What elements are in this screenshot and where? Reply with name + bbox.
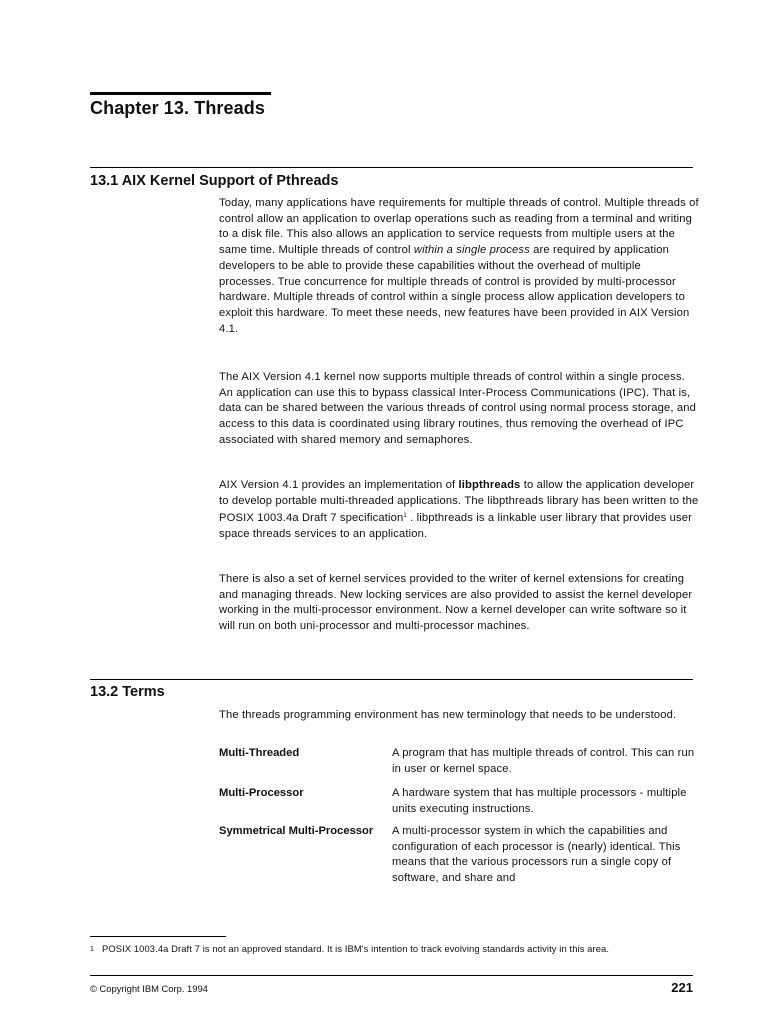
- footnote-number: 1: [90, 946, 94, 953]
- term-label: Symmetrical Multi-Processor: [219, 825, 374, 837]
- footnote-text: POSIX 1003.4a Draft 7 is not an approved standard. It is IBM's intention to track evolving standards activity in this area.: [102, 943, 610, 954]
- footnote: [90, 943, 609, 954]
- term-label: Multi-Threaded: [219, 747, 300, 759]
- footnote-rule: [90, 936, 226, 937]
- term-label: Multi-Processor: [219, 787, 304, 799]
- chapter-rule: [90, 92, 271, 95]
- section-title-13-2: 13.2 Terms: [90, 684, 165, 700]
- footnote-reference: 1: [403, 513, 407, 520]
- chapter-title: Chapter 13. Threads: [90, 98, 265, 118]
- page-number: 221: [671, 980, 693, 995]
- term-definition: A multi-processor system in which the capabilities and configuration of each processor is (nearly) identical. This means that the various processors run a single copy of software, and share and: [392, 825, 681, 885]
- paragraph-3: AIX Version 4.1 provides an implementation of libpthreads to allow the application developer to develop portable multi-threaded applications. The libpthreads library has been written to the POSIX 1003.4a Draft 7 specification$^1$ . libpthreads is a linkable user library that provides user space threads services to an application.: [219, 479, 699, 541]
- paragraph-2: The AIX Version 4.1 kernel now supports multiple threads of control within a single process. An application can use this to bypass classical Inter-Process Communications (IPC). That is, data can be shared between the various threads of control using normal process storage, and access to this data is coordinated using library routines, thus removing the overhead of IPC associated with shared memory and semaphores.: [219, 371, 696, 446]
- copyright: © Copyright IBM Corp. 1994: [90, 983, 208, 994]
- terms-intro: The threads programming environment has new terminology that needs to be understood.: [219, 709, 677, 721]
- section-rule: [90, 679, 693, 680]
- footer-rule: [90, 975, 693, 976]
- term-definition: A hardware system that has multiple processors - multiple units executing instructions.: [392, 787, 687, 815]
- section-title-13-1: 13.1 AIX Kernel Support of Pthreads: [90, 173, 339, 189]
- term-definition: A program that has multiple threads of control. This can run in user or kernel space.: [392, 747, 695, 775]
- section-rule: [90, 167, 693, 168]
- paragraph-1: Today, many applications have requirements for multiple threads of control. Multiple threads of control allow an application to overlap operations such as reading from a terminal and writing to a disk file. This also allows an application to service requests from multiple users at the same time. Multiple threads of control within a single process are required by application developers to be able to provide these capabilities without the overhead of multiple processes. True concurrence for multiple threads of control is provided by multi-processor hardware. Multiple threads of control within a single process allow application developers to exploit this hardware. To meet these needs, new features have been provided in AIX Version 4.1.: [219, 197, 699, 335]
- paragraph-4: There is also a set of kernel services provided to the writer of kernel extensions for creating and managing threads. New locking services are also provided to assist the kernel developer working in the multi-processor environment. Now a kernel developer can write software so it will run on both uni-processor and multi-processor machines.: [219, 573, 693, 633]
